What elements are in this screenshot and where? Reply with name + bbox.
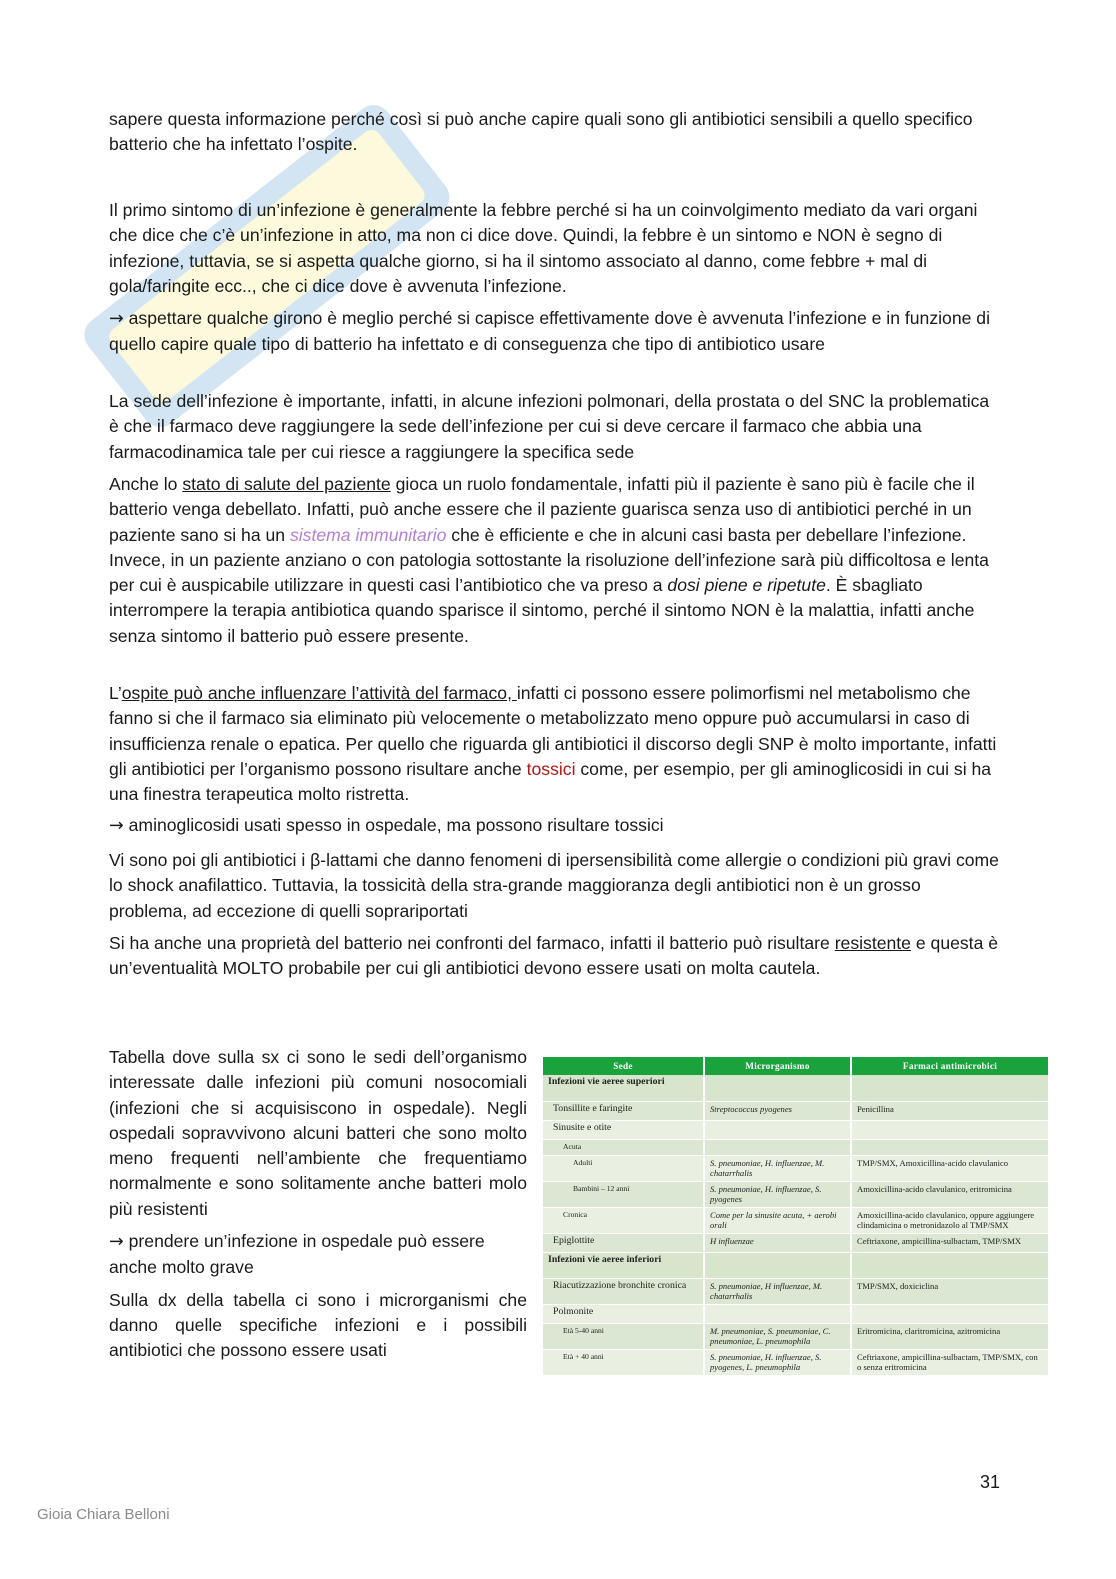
cell-sede: Riacutizzazione bronchite cronica (543, 1278, 704, 1304)
cell-sede: Infezioni vie aeree superiori (543, 1075, 704, 1101)
table-row (543, 1155, 1048, 1181)
cell-farmaci: Amoxicillina-acido clavulanico, oppure aggiungere clindamicina o metronidazolo al TMP/SMX (851, 1207, 1048, 1233)
cell-microrganismo: Streptococcus pyogenes (704, 1101, 851, 1120)
cell-farmaci: Penicillina (851, 1101, 1048, 1120)
cell-farmaci (851, 1120, 1048, 1139)
cell-farmaci: TMP/SMX, doxiciclina (851, 1278, 1048, 1304)
cell-farmaci (851, 1139, 1048, 1155)
cell-microrganismo: S. pneumoniae, H. influenzae, S. pyogenes, L. pneumophila (704, 1349, 851, 1375)
table-row (543, 1120, 1048, 1139)
cell-farmaci (851, 1304, 1048, 1323)
cell-sede: Età + 40 anni (543, 1349, 704, 1375)
cell-farmaci: TMP/SMX, Amoxicillina-acido clavulanico (851, 1155, 1048, 1181)
table-row (543, 1181, 1048, 1207)
table-row (543, 1139, 1048, 1155)
arrow-icon: → (109, 1232, 124, 1253)
cell-farmaci: Amoxicillina-acido clavulanico, eritromicina (851, 1181, 1048, 1207)
cell-microrganismo (704, 1304, 851, 1323)
table-row (543, 1304, 1048, 1323)
cell-microrganismo: Come per la sinusite acuta, + aerobi orali (704, 1207, 851, 1233)
page-number: 31 (980, 1472, 1001, 1492)
table-row (543, 1278, 1048, 1304)
cell-farmaci: Ceftriaxone, ampicillina-sulbactam, TMP/SMX (851, 1233, 1048, 1252)
cell-farmaci (851, 1075, 1048, 1101)
cell-sede: Polmonite (543, 1304, 704, 1323)
cell-microrganismo (704, 1120, 851, 1139)
author-footer: Gioia Chiara Belloni (37, 1506, 170, 1523)
cell-farmaci: Ceftriaxone, ampicillina-sulbactam, TMP/SMX, con o senza eritromicina (851, 1349, 1048, 1375)
cell-microrganismo: H influenzae (704, 1233, 851, 1252)
cell-farmaci (851, 1252, 1048, 1278)
cell-sede: Adulti (543, 1155, 704, 1181)
cell-sede: Epiglottite (543, 1233, 704, 1252)
cell-sede: Età 5-40 anni (543, 1323, 704, 1349)
cell-microrganismo: S. pneumoniae, H. influenzae, S. pyogenes (704, 1181, 851, 1207)
cell-farmaci: Eritromicina, claritromicina, azitromicina (851, 1323, 1048, 1349)
table-row (543, 1207, 1048, 1233)
table-row (543, 1323, 1048, 1349)
paragraph-3: → aspettare qualche girono è meglio perché si capisce effettivamente dove è avvenuta l’infezione e in funzione di quello capire quale tipo di batterio ha infettato e di conseguenza che tipo di antibiotico usare (109, 308, 990, 355)
cell-microrganismo: M. pneumoniae, S. pneumoniae, C. pneumoniae, L. pneumophila (704, 1323, 851, 1349)
header-sede: Sede (543, 1057, 704, 1075)
table-description: Tabella dove sulla sx ci sono le sedi dell’organismo interessate dalle infezioni più comuni nosocomiali (infezioni che si acquisiscono in ospedale). Negli ospedali sopravvivono alcuni batteri che sono molto meno frequenti nell’ambiente che frequentiamo normalmente e sono solitamente anche batteri molo più resistenti → prendere un’infezione in ospedale può essere anche molto grave Sulla dx della tabella ci sono i microrganismi che danno quelle specifiche infezioni e i possibili antibiotici che possono essere usati (109, 1047, 527, 1361)
antibiotics-table (543, 1057, 1048, 1374)
cell-sede: Acuta (543, 1139, 704, 1155)
arrow-icon: → (109, 816, 124, 836)
table-row (543, 1349, 1048, 1375)
cell-microrganismo (704, 1075, 851, 1101)
paragraph-9: Si ha anche una proprietà del batterio nei confronti del farmaco, infatti il batterio può risultare resistente e questa è un’eventualità MOLTO probabile per cui gli antibiotici devono essere usati on molta cautela. (109, 933, 999, 979)
table-row (543, 1233, 1048, 1252)
header-microrganismo: Microrganismo (704, 1057, 851, 1075)
paragraph-7: → aminoglicosidi usati spesso in ospedale, ma possono risultare tossici (109, 815, 664, 836)
header-farmaci: Farmaci antimicrobici (851, 1057, 1048, 1075)
paragraph-5: Anche lo stato di salute del paziente gioca un ruolo fondamentale, infatti più il paziente è sano più è facile che il batterio venga debellato. Infatti, può anche essere che il paziente guarisca senza uso di antibiotici perché in un paziente sano si ha un sistema immunitario che è efficiente e che in alcuni casi basta per debellare l’infezione. Invece, in un paziente anziano o con patologia sottostante la risoluzione dell’infezione sarà più difficoltosa e lenta per cui è auspicabile utilizzare in questi casi l’antibiotico che va preso a dosi piene e ripetute. È sbagliato interrompere la terapia antibiotica quando sparisce il sintomo, perché il sintomo NON è la malattia, infatti anche senza sintomo il batterio può essere presente. (109, 474, 989, 646)
cell-sede: Tonsillite e faringite (543, 1101, 704, 1120)
paragraph-4: La sede dell’infezione è importante, infatti, in alcune infezioni polmonari, della prostata o del SNC la problematica è che il farmaco deve raggiungere la sede dell’infezione per cui si deve cercare il farmaco che abbia una farmacodinamica tale per cui riesce a raggiungere la specifica sede (109, 391, 990, 462)
cell-microrganismo: S. pneumoniae, H influenzae, M. chatarrhalis (704, 1278, 851, 1304)
cell-microrganismo (704, 1252, 851, 1278)
paragraph-6: L’ospite può anche influenzare l’attività del farmaco, infatti ci possono essere polimorfismi nel metabolismo che fanno si che il farmaco sia eliminato più velocemente o metabolizzato meno oppure può accumularsi in caso di insufficienza renale o epatica. Per quello che riguarda gli antibiotici il discorso degli SNP è molto importante, infatti gli antibiotici per l’organismo possono risultare anche tossici come, per esempio, per gli aminoglicosidi in cui si ha una finestra terapeutica molto ristretta. (109, 683, 997, 805)
table-row (543, 1075, 1048, 1101)
paragraph-2: Il primo sintomo di un’infezione è generalmente la febbre perché si ha un coinvolgimento mediato da vari organi che dice che c’è un’infezione in atto, ma non ci dice dove. Quindi, la febbre è un sintomo e NON è segno di infezione, tuttavia, se si aspetta qualche giorno, si ha il sintomo associato al danno, come febbre + mal di gola/faringite ecc.., che ci dice dove è avvenuta l’infezione. (109, 200, 978, 296)
arrow-icon: → (109, 309, 124, 329)
table-row (543, 1101, 1048, 1120)
table-row (543, 1252, 1048, 1278)
cell-microrganismo: S. pneumoniae, H. influenzae, M. chatarrhalis (704, 1155, 851, 1181)
cell-sede: Bambini – 12 anni (543, 1181, 704, 1207)
paragraph-8: Vi sono poi gli antibiotici i β-lattami che danno fenomeni di ipersensibilità come allergie o condizioni più gravi come lo shock anafilattico. Tuttavia, la tossicità della stra-grande maggioranza degli antibiotici non è un grosso problema, ad eccezione di quelli soprariportati (109, 850, 999, 921)
cell-sede: Infezioni vie aeree inferiori (543, 1252, 704, 1278)
paragraph-1: sapere questa informazione perché così si può anche capire quali sono gli antibiotici sensibili a quello specifico batterio che ha infettato l’ospite. (109, 109, 973, 155)
cell-sede: Cronica (543, 1207, 704, 1233)
cell-sede: Sinusite e otite (543, 1120, 704, 1139)
cell-microrganismo (704, 1139, 851, 1155)
